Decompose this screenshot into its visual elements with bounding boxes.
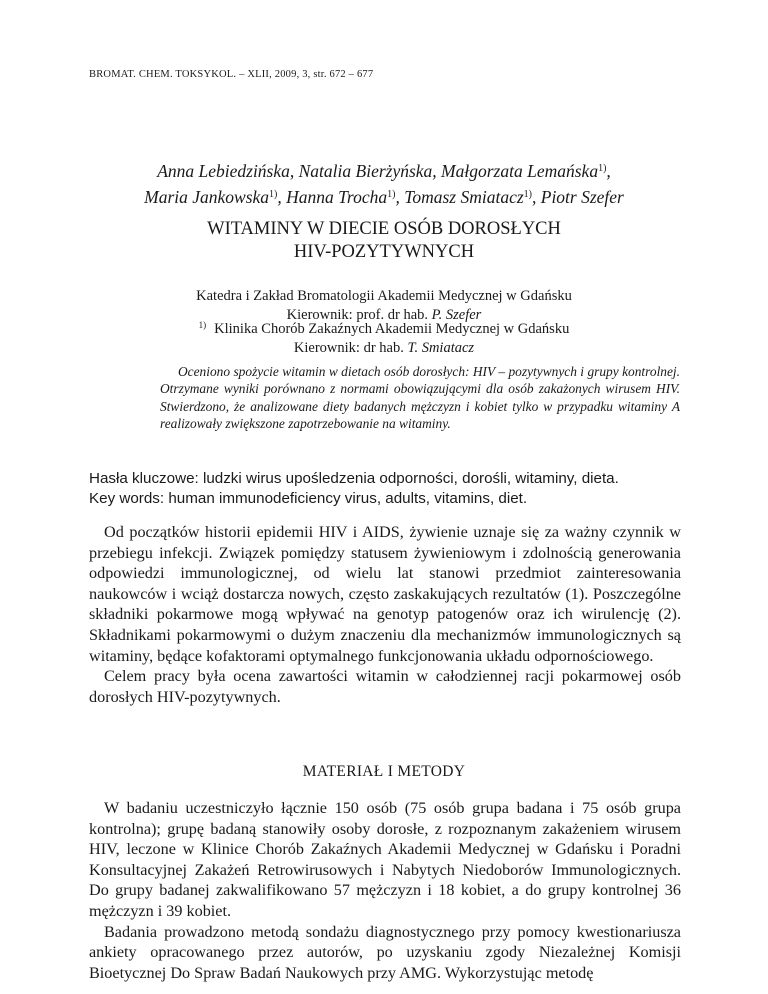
affiliation-mark: 1) xyxy=(269,189,278,200)
introduction xyxy=(89,522,681,707)
author-line-2 xyxy=(0,183,768,209)
author-trocha: , Hanna Trocha xyxy=(277,187,388,207)
author-list xyxy=(0,157,768,209)
article-title xyxy=(0,218,768,264)
affiliation-mark: 1) xyxy=(198,320,207,330)
affiliation-1-name: Katedra i Zakład Bromatologii Akademii Medycznej w Gdańsku xyxy=(196,288,572,304)
head-label: Kierownik: prof. dr hab. xyxy=(286,307,432,323)
affiliation-2 xyxy=(0,316,768,358)
head-label: Kierownik: dr hab. xyxy=(293,340,408,356)
affiliation-2-name-line xyxy=(0,316,768,339)
author-smiatacz: , Tomasz Smiatacz xyxy=(395,187,524,207)
journal-header: BROMAT. CHEM. TOKSYKOL. – XLII, 2009, 3, str. 672 – 677 xyxy=(89,69,374,80)
methods-body xyxy=(89,798,681,983)
authors-line-1-text: Anna Lebiedzińska, Natalia Bierżyńska, Małgorzata Lemańska xyxy=(157,161,599,181)
methods-paragraph-1: W badaniu uczestniczyło łącznie 150 osób (75 osób grupa badana i 75 osób grupa kontrolna); grupę badaną stanowiły osoby dorosłe, z rozpoznanym zakażeniem wirusem HIV, leczone w Klinice Chorób Zakaźnych Akademii Medycznej w Gdańsku i Poradni Konsultacyjnej Zakażeń Retrowirusowych i Nabytych Niedoborów Immunologicznych. Do grupy badanej zakwalifikowano 57 mężczyzn i 18 kobiet, a do grupy kontrolnej 36 mężczyzn i 39 kobiet. xyxy=(89,799,681,920)
head-name: T. Smiatacz xyxy=(407,340,475,356)
author-jankowska: Maria Jankowska xyxy=(144,187,270,207)
title-line-1: WITAMINY W DIECIE OSÓB DOROSŁYCH xyxy=(207,219,561,239)
abstract xyxy=(160,363,680,433)
affiliation-2-name: Klinika Chorób Zakaźnych Akademii Medycznej w Gdańsku xyxy=(214,321,570,337)
keywords-pl: Hasła kluczowe: ludzki wirus upośledzenia odporności, dorośli, witaminy, dieta. xyxy=(89,470,619,487)
affiliation-2-head xyxy=(0,339,768,358)
title-line-2: HIV-POZYTYWNYCH xyxy=(293,242,475,262)
section-heading-methods: MATERIAŁ I METODY xyxy=(302,763,466,780)
affiliation-mark: 1) xyxy=(523,189,532,200)
author-szefer: , Piotr Szefer xyxy=(532,187,624,207)
intro-paragraph-2: Celem pracy była ocena zawartości witamin w całodziennej racji pokarmowej osób dorosłych HIV-pozytywnych. xyxy=(89,667,681,706)
author-line-1: Anna Lebiedzińska, Natalia Bierżyńska, Małgorzata Lemańska$^{1)}$, xyxy=(157,161,611,181)
head-name: P. Szefer xyxy=(431,307,482,323)
keywords-en: Key words: human immunodeficiency virus, adults, vitamins, diet. xyxy=(89,490,528,507)
intro-paragraph-1: Od początków historii epidemii HIV i AIDS, żywienie uznaje się za ważny czynnik w przebiegu infekcji. Związek pomiędzy statusem żywieniowym i zdolnością generowania odpowiedzi immunologicznej, od wielu lat stanowi przedmiot zainteresowania naukowców i wciąż dostarcza nowych, często zaskakujących rezultatów (1). Poszczególne składniki pokarmowe mogą wpływać na genotyp patogenów oraz ich wirulencję (2). Składnikami pokarmowymi o dużym znaczeniu dla mechanizmów immunologicznych są witaminy, będące kofaktorami optymalnego funkcjonowania układu odpornościowego. xyxy=(89,523,681,665)
affiliation-mark: 1) xyxy=(387,189,396,200)
abstract-text: Oceniono spożycie witamin w dietach osób dorosłych: HIV – pozytywnych i grupy kontrolnej. Otrzymane wyniki porównano z normami obowiązującymi dla osób zakażonych wirusem HIV. Stwierdzono, że analizowane diety badanych mężczyzn i kobiet tylko w przypadku witaminy A realizowały zwiększone zapotrzebowanie na witaminy. xyxy=(160,364,680,432)
methods-paragraph-2: Badania prowadzono metodą sondażu diagnostycznego przy pomocy kwestionariusza ankiety opracowanego przez autorów, po uzyskaniu zgody Niezależnej Komisji Bioetycznej Do Spraw Badań Naukowych przy AMG. Wykorzystując metodę xyxy=(89,922,681,982)
affiliation-mark: 1) xyxy=(598,163,607,174)
